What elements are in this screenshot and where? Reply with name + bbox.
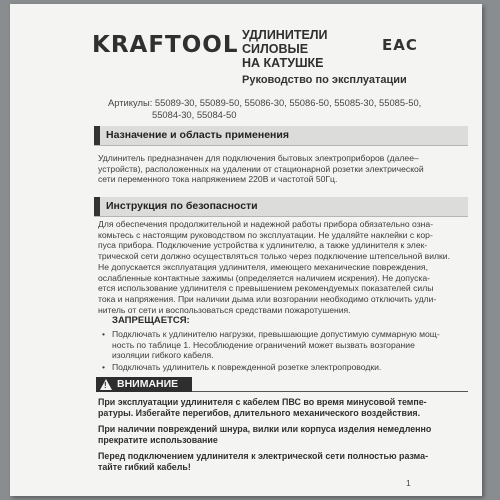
text-line: тайте гибкий кабель! bbox=[98, 462, 191, 473]
bullet-icon: • bbox=[102, 329, 106, 339]
text-line: прекратите использование bbox=[98, 435, 218, 446]
manual-page bbox=[10, 4, 482, 496]
section-marker bbox=[94, 197, 100, 216]
text-line: Перед подключением удлинителя к электрической сети полностью разма- bbox=[98, 451, 429, 461]
page-number: 1 bbox=[406, 478, 411, 488]
warning-paragraph bbox=[98, 451, 470, 474]
article-line: Артикулы: 55089-30, 55089-50, 55086-30, 55086-50, 55085-30, 55085-50, bbox=[108, 97, 422, 108]
eac-certification-icon: EAC bbox=[382, 36, 418, 54]
section-heading-safety bbox=[94, 197, 468, 217]
text-line: ослабленные контактные зажимы (определяется наличием искрения). Не допуска- bbox=[98, 272, 431, 283]
text-line: комьтесь с настоящим руководством по эксплуатации. Не удаляйте наклейки с кор- bbox=[98, 229, 433, 240]
product-title-line: УДЛИНИТЕЛИ bbox=[242, 28, 328, 42]
bullet-icon: • bbox=[102, 362, 106, 372]
warning-paragraph bbox=[98, 424, 470, 447]
text-line: ется использование удлинителя с превышением рекомендуемых показателей силы bbox=[98, 283, 434, 294]
text-line: При эксплуатации удлинителя с кабелем ПВС во время минусовой темпе- bbox=[98, 397, 427, 407]
section-marker bbox=[94, 126, 100, 145]
article-line: 55084-30, 55084-50 bbox=[152, 109, 237, 120]
text-line: трической сети должно осуществляться только через подключение штепсельной вилки. bbox=[98, 251, 450, 262]
text-line: Подключать удлинитель к поврежденной розетке электропроводки. bbox=[112, 362, 382, 372]
text-line: сети переменного тока напряжением 220В и частотой 50Гц. bbox=[98, 174, 338, 185]
forbidden-item-text bbox=[112, 329, 462, 361]
text-line: Удлинитель предназначен для подключения бытовых электроприборов (далее– bbox=[98, 153, 419, 163]
page-header bbox=[10, 4, 482, 88]
purpose-paragraph bbox=[98, 153, 468, 185]
product-title-line: СИЛОВЫЕ bbox=[242, 42, 309, 56]
forbidden-item-text bbox=[112, 362, 462, 373]
section-heading-label: Назначение и область применения bbox=[106, 129, 289, 141]
section-heading-label: Инструкция по безопасности bbox=[106, 200, 258, 212]
warning-label: ВНИМАНИЕ bbox=[117, 378, 179, 390]
product-title-line: НА КАТУШКЕ bbox=[242, 56, 324, 70]
text-line: При наличии повреждений шнура, вилки или корпуса изделия немедленно bbox=[98, 424, 432, 434]
warning-heading: ! ВНИМАНИЕ bbox=[96, 377, 192, 392]
text-line: ность по таблице 1. Несоблюдение ограничений может вызвать возгорание bbox=[112, 339, 415, 350]
text-line: изоляции гибкого кабеля. bbox=[112, 350, 214, 361]
text-line: ратуры. Избегайте перегибов, длительного механического воздействия. bbox=[98, 408, 421, 419]
text-line: пуса прибора. Подключение устройства к удлинителю, а также удлинителя к элек- bbox=[98, 240, 428, 251]
warning-paragraph bbox=[98, 397, 470, 420]
text-line: нитель от сети и воспользоваться средствами пожаротушения. bbox=[98, 304, 351, 315]
article-numbers bbox=[108, 97, 468, 121]
kraftool-logo: KRAFTOOL bbox=[92, 32, 239, 58]
text-line: тока и напряжения. При наличии дыма или возгорании необходимо отключить удли- bbox=[98, 293, 437, 304]
forbidden-title: ЗАПРЕЩАЕТСЯ: bbox=[112, 315, 190, 326]
text-line: Подключать к удлинителю нагрузки, превышающие допустимую суммарную мощ- bbox=[112, 329, 440, 339]
text-line: Для обеспечения продолжительной и надежной работы прибора обязательно озна- bbox=[98, 219, 434, 229]
section-heading-purpose bbox=[94, 126, 468, 146]
manual-subtitle: Руководство по эксплуатации bbox=[242, 74, 407, 86]
safety-paragraph bbox=[98, 219, 468, 315]
text-line: устройств), расположенных на удалении от стационарной розетки электрической bbox=[98, 163, 424, 174]
text-line: Не допускается эксплуатация удлинителя, имеющего механические повреждения, bbox=[98, 261, 428, 272]
warning-divider bbox=[192, 391, 468, 392]
product-title bbox=[242, 28, 328, 70]
